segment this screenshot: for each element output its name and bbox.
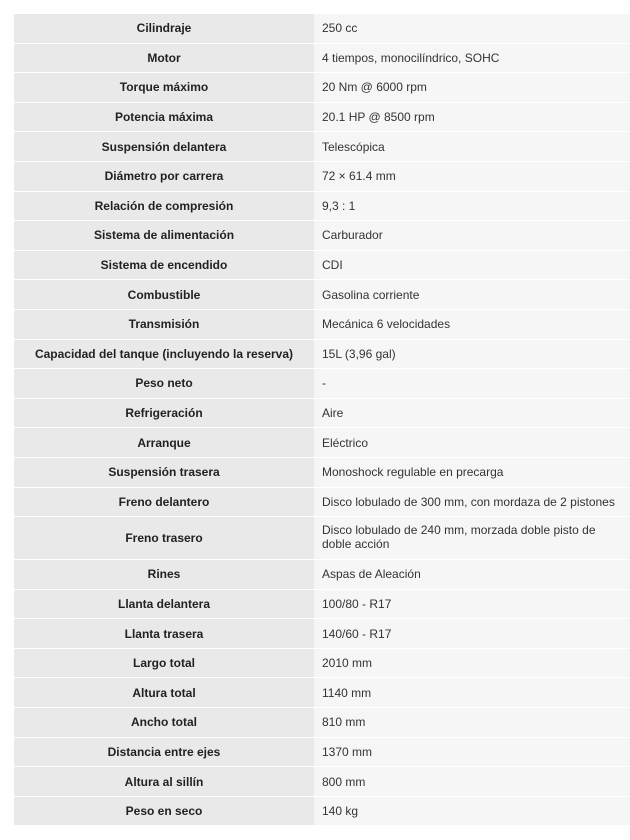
spec-value: Carburador [314,221,630,250]
spec-label: Sistema de alimentación [14,221,314,250]
spec-value: 20 Nm @ 6000 rpm [314,73,630,102]
spec-row [14,738,630,768]
spec-value: 1140 mm [314,678,630,707]
spec-value: 810 mm [314,708,630,737]
spec-label: Largo total [14,649,314,678]
spec-label: Llanta delantera [14,590,314,619]
spec-label: Diámetro por carrera [14,162,314,191]
spec-value: Telescópica [314,132,630,161]
spec-row [14,44,630,74]
spec-row [14,14,630,44]
spec-row [14,73,630,103]
spec-row [14,162,630,192]
spec-value: Disco lobulado de 300 mm, con mordaza de 2 pistones [314,488,630,517]
spec-row [14,678,630,708]
spec-value: - [314,369,630,398]
spec-value: 800 mm [314,767,630,796]
spec-row [14,399,630,429]
spec-row [14,708,630,738]
spec-value: Gasolina corriente [314,280,630,309]
spec-value: Aire [314,399,630,428]
spec-label: Altura total [14,678,314,707]
spec-label: Peso neto [14,369,314,398]
spec-label: Arranque [14,428,314,457]
spec-row [14,192,630,222]
spec-label: Combustible [14,280,314,309]
spec-label: Ancho total [14,708,314,737]
spec-label: Potencia máxima [14,103,314,132]
spec-label: Peso en seco [14,797,314,826]
spec-label: Suspensión trasera [14,458,314,487]
spec-label: Freno delantero [14,488,314,517]
spec-row [14,517,630,560]
spec-table [14,14,630,826]
spec-label: Relación de compresión [14,192,314,221]
spec-label: Transmisión [14,310,314,339]
spec-row [14,280,630,310]
spec-value: 140 kg [314,797,630,826]
spec-value: Aspas de Aleación [314,560,630,589]
spec-label: Distancia entre ejes [14,738,314,767]
spec-row [14,767,630,797]
spec-row [14,488,630,518]
spec-row [14,340,630,370]
spec-value: 250 cc [314,14,630,43]
spec-label: Refrigeración [14,399,314,428]
spec-label: Freno trasero [14,517,314,559]
spec-row [14,132,630,162]
spec-label: Llanta trasera [14,619,314,648]
spec-label: Cilindraje [14,14,314,43]
spec-value: 9,3 : 1 [314,192,630,221]
spec-label: Rines [14,560,314,589]
spec-row [14,310,630,340]
spec-value: 72 × 61.4 mm [314,162,630,191]
spec-value: Monoshock regulable en precarga [314,458,630,487]
spec-row [14,428,630,458]
spec-label: Capacidad del tanque (incluyendo la reserva) [14,340,314,369]
spec-value: Mecánica 6 velocidades [314,310,630,339]
spec-label: Suspensión delantera [14,132,314,161]
spec-label: Sistema de encendido [14,251,314,280]
spec-row [14,251,630,281]
spec-row [14,619,630,649]
spec-row [14,797,630,827]
spec-value: 1370 mm [314,738,630,767]
spec-row [14,458,630,488]
spec-row [14,649,630,679]
spec-value: 20.1 HP @ 8500 rpm [314,103,630,132]
spec-value: Disco lobulado de 240 mm, morzada doble pisto de doble acción [314,517,630,559]
spec-label: Motor [14,44,314,73]
spec-row [14,369,630,399]
spec-value: 140/60 - R17 [314,619,630,648]
spec-value: Eléctrico [314,428,630,457]
spec-label: Torque máximo [14,73,314,102]
spec-value: 4 tiempos, monocilíndrico, SOHC [314,44,630,73]
spec-value: 2010 mm [314,649,630,678]
spec-row [14,590,630,620]
spec-label: Altura al sillín [14,767,314,796]
spec-value: 100/80 - R17 [314,590,630,619]
spec-row [14,221,630,251]
spec-value: 15L (3,96 gal) [314,340,630,369]
spec-row [14,560,630,590]
spec-value: CDI [314,251,630,280]
spec-row [14,103,630,133]
